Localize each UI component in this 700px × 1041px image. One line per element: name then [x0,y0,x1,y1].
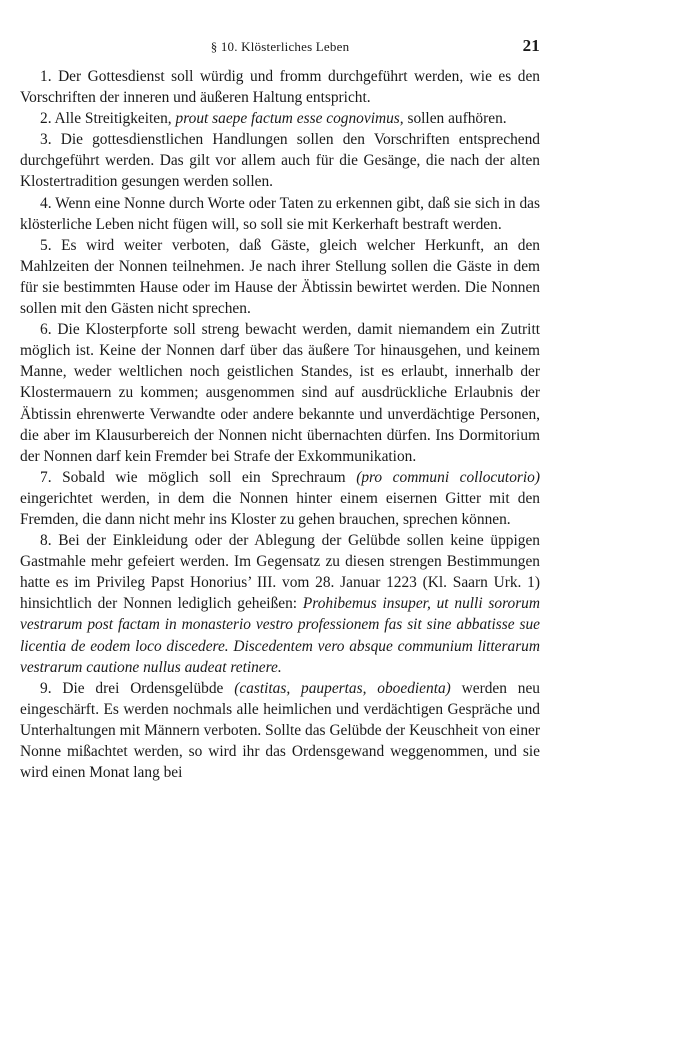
latin-quote: prout saepe factum esse cognovimus, [175,110,404,128]
text-run: 5. Es wird weiter verboten, daß Gäste, gleich welcher Herkunft, an den Mahlzeiten der Nonnen teilnehmen. Je nach ihrer Stellung sollen die Gäste in dem für sie bestimmten Hause oder im Hause der Äbtissin bewirtet werden. Die Nonnen sollen mit den Gästen nicht sprechen. [20,236,540,318]
text-run: 3. Die gottesdienstlichen Handlungen sollen den Vorschriften entsprechend durchgeführt werden. Das gilt vor allem auch für die Gesänge, die nach der alten Klostertradition gesungen werden sollen. [20,131,540,191]
paragraph [20,319,540,467]
section-title: § 10. Klösterliches Leben [210,39,350,54]
paragraph [20,66,540,108]
paragraph [20,193,540,235]
running-head [20,36,540,58]
body-text [20,66,540,783]
paragraph [20,235,540,319]
text-run: 9. Die drei Ordensgelübde [40,679,235,697]
page-number: 21 [522,36,540,55]
text-run: sollen aufhören. [403,110,507,128]
paragraph [20,108,540,129]
text-run: werden neu eingeschärft. Es werden nochmals alle heimlichen und verdächtigen Gespräche und Unterhaltungen mit Männern verboten. Sollte das Gelübde der Keuschheit von einer Nonne mißachtet werden, so wird ihr das Ordensgewand weggenommen, und sie wird einen Monat lang bei [20,679,540,782]
text-run: 4. Wenn eine Nonne durch Worte oder Taten zu erkennen gibt, daß sie sich in das klösterliche Leben nicht fügen will, so soll sie mit Kerkerhaft bestraft werden. [20,194,540,233]
text-run: 7. Sobald wie möglich soll ein Sprechraum [40,468,357,486]
latin-quote: (pro communi collocutorio) [356,468,540,486]
text-run: 6. Die Klosterpforte soll streng bewacht werden, damit niemandem ein Zutritt möglich ist. Keine der Nonnen darf über das äußere Tor hinausgehen, und keinem Manne, weder weltlichen noch geistlichen Standes, ist es erlaubt, innerhalb der Klostermauern zu kommen; ausgenommen sind auf ausdrückliche Erlaubnis der Äbtissin ehrenwerte Verwandte oder andere bekannte und unverdächtige Personen, die aber im Klausurbereich der Nonnen nicht übernachten dürfen. Ins Dormitorium der Nonnen darf kein Fremder bei Strafe der Exkommunikation. [20,321,540,465]
text-run: 1. Der Gottesdienst soll würdig und fromm durchgeführt werden, wie es den Vorschriften der inneren und äußeren Haltung entspricht. [20,68,540,107]
paragraph [20,129,540,192]
latin-quote: Prohibemus insuper, ut nulli sororum vestrarum post factam in monasterio vestro professionem fas sit sine abbatisse sue licentia de eodem loco discedere. Discedentem vero absque communium litterarum vestrarum cautione nullus audeat retinere. [20,595,540,676]
text-run: 8. Bei der Einkleidung oder der Ablegung der Gelübde sollen keine üppigen Gastmahle mehr gefeiert werden. Im Gegensatz zu diesen strengen Bestimmungen hatte es im Privileg Papst Honorius’ III. vom 28. Januar 1223 (Kl. Saarn Urk. 1) hinsichtlich der Nonnen lediglich geheißen: [20,532,540,613]
latin-quote: (castitas, paupertas, oboedienta) [234,679,451,697]
paragraph [20,530,540,678]
text-run: eingerichtet werden, in dem die Nonnen hinter einem eisernen Gitter mit den Fremden, die dann nicht mehr ins Kloster zu gehen brauchen, sprechen können. [20,489,540,528]
paragraph [20,467,540,530]
paragraph [20,678,540,783]
book-page [20,36,540,783]
text-run: 2. Alle Streitigkeiten, [40,110,176,128]
